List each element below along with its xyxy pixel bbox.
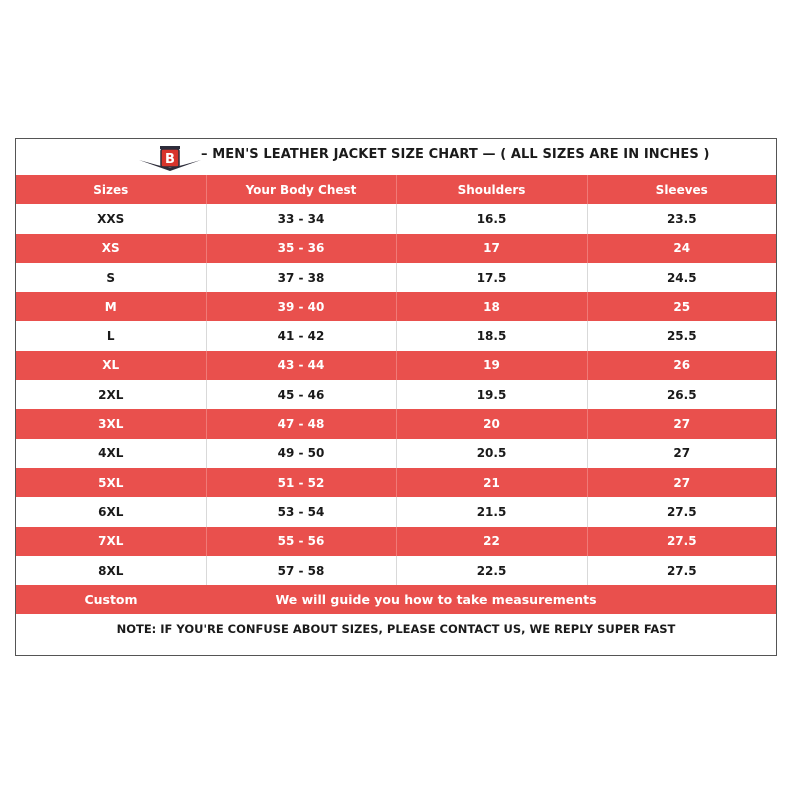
measurement-cell: 26 bbox=[587, 351, 776, 380]
custom-row bbox=[16, 585, 776, 614]
contact-note: NOTE: IF YOU'RE CONFUSE ABOUT SIZES, PLEASE CONTACT US, WE REPLY SUPER FAST bbox=[116, 622, 676, 636]
measurement-cell: 19 bbox=[396, 351, 587, 380]
measurement-cell: 18.5 bbox=[396, 321, 587, 350]
measurement-cell: 49 - 50 bbox=[206, 439, 396, 468]
table-row bbox=[16, 292, 776, 321]
measurement-cell: 17.5 bbox=[396, 263, 587, 292]
size-cell: 3XL bbox=[16, 409, 206, 438]
size-cell: 8XL bbox=[16, 556, 206, 585]
title-row bbox=[16, 139, 776, 175]
measurement-cell: 16.5 bbox=[396, 204, 587, 233]
size-cell: 2XL bbox=[16, 380, 206, 409]
table-row bbox=[16, 380, 776, 409]
size-cell: 7XL bbox=[16, 527, 206, 556]
measurement-cell: 21.5 bbox=[396, 497, 587, 526]
measurement-cell: 18 bbox=[396, 292, 587, 321]
size-cell: XL bbox=[16, 351, 206, 380]
measurement-cell: 57 - 58 bbox=[206, 556, 396, 585]
table-row bbox=[16, 497, 776, 526]
column-header: Sleeves bbox=[587, 175, 776, 204]
measurement-cell: 53 - 54 bbox=[206, 497, 396, 526]
measurement-cell: 33 - 34 bbox=[206, 204, 396, 233]
table-row bbox=[16, 321, 776, 350]
measurement-cell: 41 - 42 bbox=[206, 321, 396, 350]
measurement-cell: 21 bbox=[396, 468, 587, 497]
measurement-cell: 47 - 48 bbox=[206, 409, 396, 438]
size-cell: XS bbox=[16, 234, 206, 263]
table-row bbox=[16, 204, 776, 233]
table-row bbox=[16, 439, 776, 468]
measurement-cell: 39 - 40 bbox=[206, 292, 396, 321]
custom-label: Custom bbox=[16, 585, 206, 614]
measurement-cell: 20.5 bbox=[396, 439, 587, 468]
table-row bbox=[16, 234, 776, 263]
measurement-cell: 25 bbox=[587, 292, 776, 321]
b-crest-logo-icon bbox=[139, 143, 201, 173]
custom-text: We will guide you how to take measurements bbox=[206, 585, 776, 614]
size-cell: XXS bbox=[16, 204, 206, 233]
measurement-cell: 27.5 bbox=[587, 556, 776, 585]
column-header: Shoulders bbox=[396, 175, 587, 204]
measurement-cell: 43 - 44 bbox=[206, 351, 396, 380]
measurement-cell: 27.5 bbox=[587, 527, 776, 556]
size-chart-frame bbox=[15, 138, 777, 656]
measurement-cell: 24 bbox=[587, 234, 776, 263]
table-row bbox=[16, 351, 776, 380]
column-header: Sizes bbox=[16, 175, 206, 204]
svg-text:B: B bbox=[165, 152, 175, 167]
table-row bbox=[16, 263, 776, 292]
size-cell: 5XL bbox=[16, 468, 206, 497]
column-header: Your Body Chest bbox=[206, 175, 396, 204]
size-cell: S bbox=[16, 263, 206, 292]
measurement-cell: 22.5 bbox=[396, 556, 587, 585]
measurement-cell: 24.5 bbox=[587, 263, 776, 292]
size-cell: L bbox=[16, 321, 206, 350]
measurement-cell: 35 - 36 bbox=[206, 234, 396, 263]
size-cell: 4XL bbox=[16, 439, 206, 468]
measurement-cell: 17 bbox=[396, 234, 587, 263]
measurement-cell: 20 bbox=[396, 409, 587, 438]
measurement-cell: 27 bbox=[587, 409, 776, 438]
measurement-cell: 26.5 bbox=[587, 380, 776, 409]
measurement-cell: 25.5 bbox=[587, 321, 776, 350]
chart-title: – MEN'S LEATHER JACKET SIZE CHART — ( ALL SIZES ARE IN INCHES ) bbox=[201, 147, 710, 162]
measurement-cell: 23.5 bbox=[587, 204, 776, 233]
size-cell: 6XL bbox=[16, 497, 206, 526]
table-row bbox=[16, 527, 776, 556]
table-header-row bbox=[16, 175, 776, 204]
measurement-cell: 55 - 56 bbox=[206, 527, 396, 556]
measurement-cell: 27 bbox=[587, 439, 776, 468]
table-row bbox=[16, 556, 776, 585]
measurement-cell: 22 bbox=[396, 527, 587, 556]
measurement-cell: 27.5 bbox=[587, 497, 776, 526]
size-table bbox=[16, 175, 776, 614]
measurement-cell: 19.5 bbox=[396, 380, 587, 409]
measurement-cell: 51 - 52 bbox=[206, 468, 396, 497]
table-row bbox=[16, 468, 776, 497]
measurement-cell: 27 bbox=[587, 468, 776, 497]
table-row bbox=[16, 409, 776, 438]
size-cell: M bbox=[16, 292, 206, 321]
measurement-cell: 37 - 38 bbox=[206, 263, 396, 292]
measurement-cell: 45 - 46 bbox=[206, 380, 396, 409]
